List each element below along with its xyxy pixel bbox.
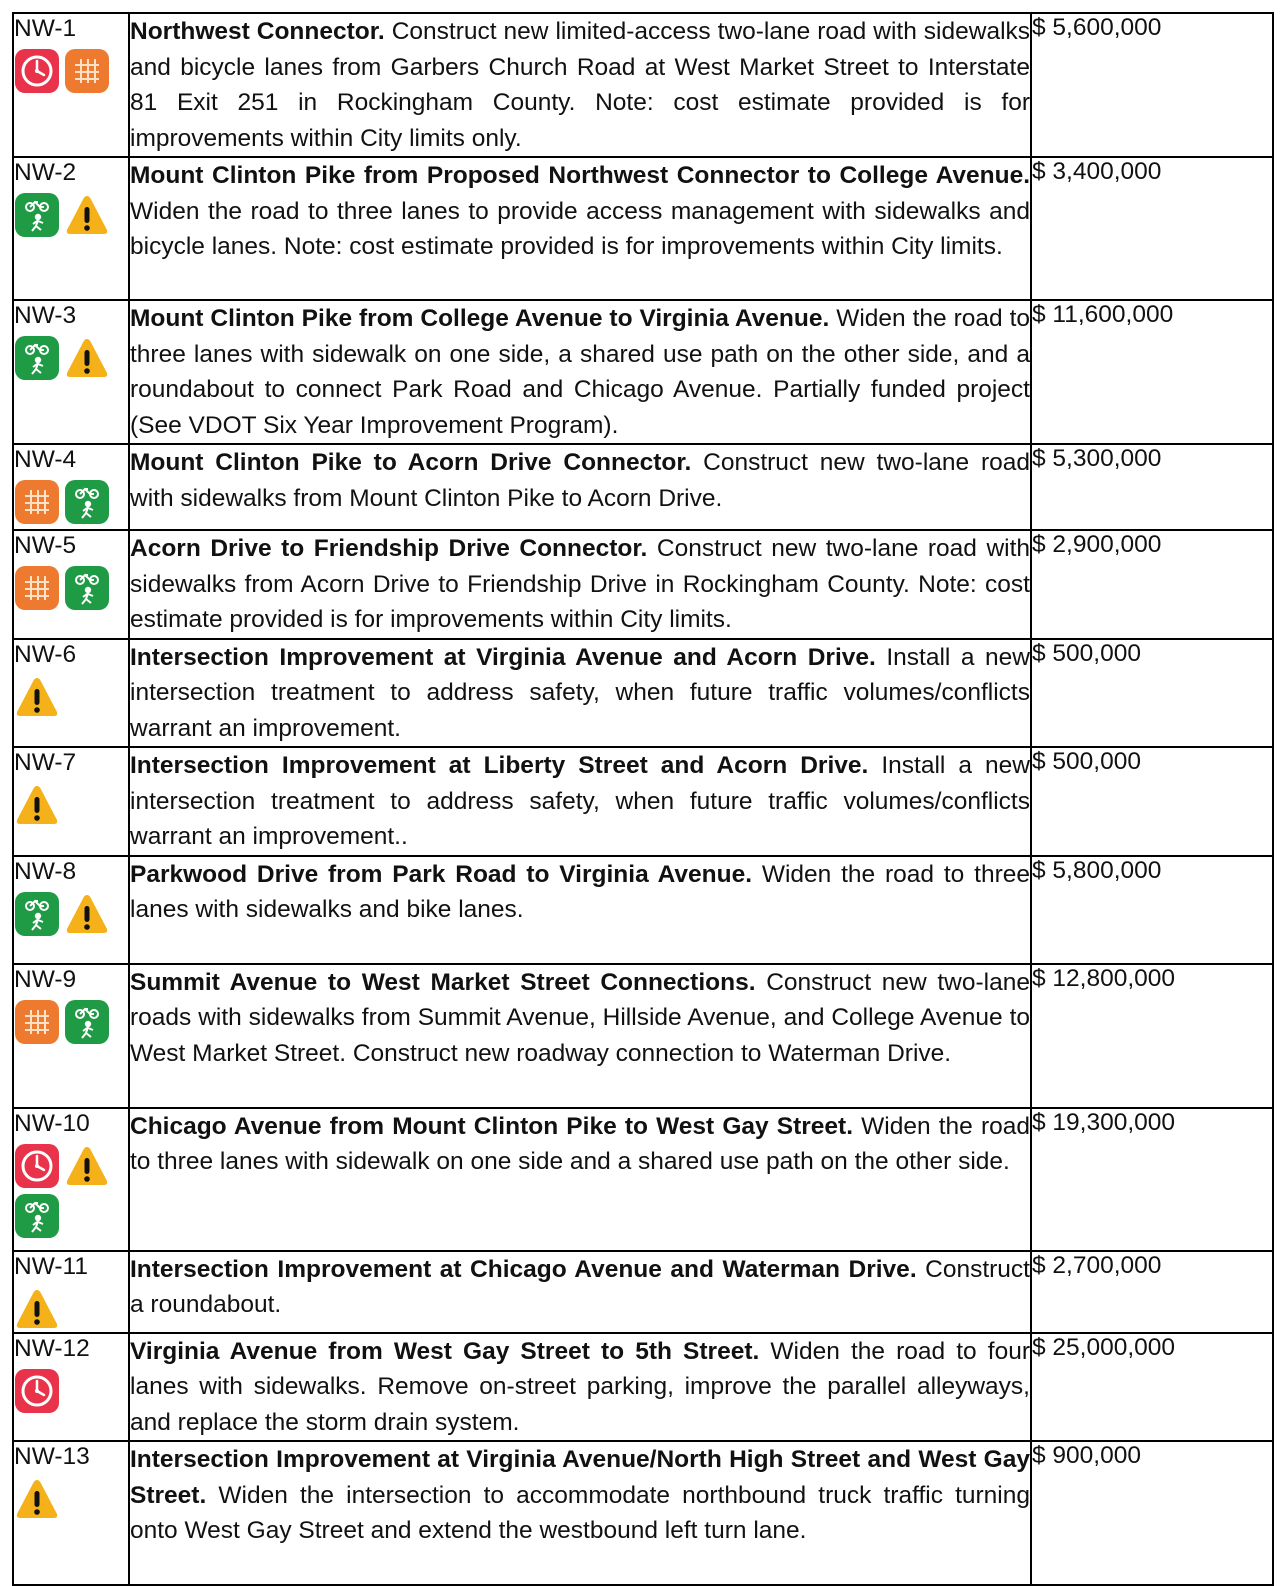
project-id-cell <box>13 747 129 856</box>
project-id-cell <box>13 444 129 530</box>
project-id: NW-10 <box>14 1109 90 1137</box>
project-id-cell <box>13 1441 129 1585</box>
project-cost: $ 5,600,000 <box>1032 14 1162 41</box>
project-id: NW-8 <box>14 857 77 885</box>
bike-pedestrian-icon <box>64 565 110 611</box>
project-title: Mount Clinton Pike from Proposed Northwest Connector to College Avenue. <box>130 162 1030 189</box>
warning-icon <box>14 782 60 828</box>
project-description: Widen the road to three lanes with sidewalk on one side, a shared use path on the other side, and a roundabout to connect Park Road and Chicago Avenue. Partially funded project (See VDOT Six Year Improvement Program). <box>130 305 1031 439</box>
project-title: Mount Clinton Pike to Acorn Drive Connector. <box>130 449 692 476</box>
project-id: NW-3 <box>14 302 77 329</box>
project-title: Mount Clinton Pike from College Avenue to Virginia Avenue. <box>130 305 830 332</box>
project-description: Install a new intersection treatment to address safety, when future traffic volumes/conflicts warrant an improvement. <box>130 643 1030 742</box>
clock-icon <box>14 48 60 94</box>
project-cost: $ 5,300,000 <box>1032 445 1162 472</box>
project-id-cell <box>13 856 129 964</box>
project-cost-cell <box>1031 300 1273 444</box>
project-id: NW-2 <box>14 159 77 186</box>
project-cost-cell <box>1031 747 1273 856</box>
project-id-cell <box>13 300 129 444</box>
project-id: NW-5 <box>14 532 77 559</box>
project-cost: $ 500,000 <box>1032 639 1141 667</box>
project-description-cell <box>129 157 1031 300</box>
warning-icon <box>14 1286 60 1332</box>
project-description-cell <box>129 639 1031 748</box>
project-title: Parkwood Drive from Park Road to Virginia Avenue. <box>130 860 753 888</box>
project-id: NW-6 <box>14 640 77 668</box>
project-id-cell <box>13 157 129 300</box>
project-icons <box>14 565 114 611</box>
project-description-cell <box>129 856 1031 964</box>
project-title: Intersection Improvement at Virginia Avenue and Acorn Drive. <box>130 643 876 671</box>
project-icons <box>14 1476 114 1522</box>
project-icons <box>14 48 114 94</box>
project-description: Construct new two-lane road with sidewalks from Mount Clinton Pike to Acorn Drive. <box>130 449 1030 512</box>
project-description: Construct new two-lane road with sidewalks from Acorn Drive to Friendship Drive in Rockingham County. Note: cost estimate provided is for improvements within City limits. <box>130 535 1031 633</box>
project-icons <box>14 674 114 720</box>
project-cost-cell <box>1031 1108 1273 1251</box>
bike-pedestrian-icon <box>14 1193 60 1239</box>
project-cost-cell <box>1031 13 1273 157</box>
project-cost-cell <box>1031 639 1273 748</box>
project-description-cell <box>129 13 1031 157</box>
clock-icon <box>14 1368 60 1414</box>
project-icons <box>14 1143 114 1239</box>
project-title: Intersection Improvement at Virginia Avenue/North High Street and West Gay Street. <box>130 1446 1030 1509</box>
project-description: Widen the road to three lanes with sidewalk on one side and a shared use path on the other side. <box>130 1112 1030 1175</box>
project-id: NW-7 <box>14 749 77 776</box>
project-icons <box>14 782 114 828</box>
projects-table-body <box>13 13 1273 1585</box>
project-icons <box>14 1286 114 1332</box>
project-description-cell <box>129 1251 1031 1333</box>
project-row <box>13 1441 1273 1585</box>
project-cost: $ 25,000,000 <box>1032 1333 1176 1361</box>
project-id: NW-9 <box>14 965 77 993</box>
grid-icon <box>14 565 60 611</box>
project-cost-cell <box>1031 1441 1273 1585</box>
project-cost: $ 12,800,000 <box>1032 964 1176 992</box>
project-row <box>13 157 1273 300</box>
project-description-cell <box>129 964 1031 1108</box>
project-description-cell <box>129 530 1031 639</box>
project-title: Intersection Improvement at Liberty Street and Acorn Drive. <box>130 752 869 779</box>
project-cost: $ 2,900,000 <box>1032 531 1162 558</box>
project-row <box>13 1108 1273 1251</box>
project-description: Install a new intersection treatment to address safety, when future traffic volumes/conflicts warrant an improvement.. <box>130 752 1030 850</box>
project-icons <box>14 479 114 525</box>
grid-icon <box>14 999 60 1045</box>
project-title: Acorn Drive to Friendship Drive Connector. <box>130 535 648 562</box>
project-id-cell <box>13 964 129 1108</box>
project-row <box>13 300 1273 444</box>
clock-icon <box>14 1143 60 1189</box>
grid-icon <box>64 48 110 94</box>
project-description-cell <box>129 1333 1031 1442</box>
project-description: Widen the intersection to accommodate northbound truck traffic turning onto West Gay Street and extend the westbound left turn lane. <box>130 1481 1030 1544</box>
project-description: Construct new two-lane roads with sidewalks from Summit Avenue, Hillside Avenue, and College Avenue to West Market Street. Construct new roadway connection to Waterman Drive. <box>130 968 1030 1067</box>
grid-icon <box>14 479 60 525</box>
project-description-cell <box>129 1441 1031 1585</box>
project-id-cell <box>13 639 129 748</box>
project-id-cell <box>13 530 129 639</box>
project-description-cell <box>129 444 1031 530</box>
project-row <box>13 964 1273 1108</box>
project-row <box>13 13 1273 157</box>
warning-icon <box>64 335 110 381</box>
project-row <box>13 747 1273 856</box>
project-description-cell <box>129 300 1031 444</box>
project-cost-cell <box>1031 444 1273 530</box>
project-description: Widen the road to three lanes with sidewalks and bike lanes. <box>130 860 1030 923</box>
project-cost: $ 2,700,000 <box>1032 1251 1162 1279</box>
project-row <box>13 444 1273 530</box>
project-description: Construct new limited-access two-lane road with sidewalks and bicycle lanes from Garbers Church Road at West Market Street to Interstate 81 Exit 251 in Rockingham County. Note: cost estimate provided is for improvements within City limits only. <box>130 18 1031 152</box>
bike-pedestrian-icon <box>64 999 110 1045</box>
project-id: NW-13 <box>14 1443 90 1470</box>
bike-pedestrian-icon <box>14 335 60 381</box>
project-description: Widen the road to three lanes to provide access management with sidewalks and bicycle lanes. Note: cost estimate provided is for improvements within City limits. <box>130 197 1030 260</box>
project-id-cell <box>13 13 129 157</box>
warning-icon <box>14 1476 60 1522</box>
project-cost: $ 5,800,000 <box>1032 856 1162 884</box>
project-cost-cell <box>1031 157 1273 300</box>
project-cost-cell <box>1031 1333 1273 1442</box>
project-row <box>13 1333 1273 1442</box>
projects-table <box>12 12 1274 1586</box>
warning-icon <box>64 1143 110 1189</box>
project-id: NW-12 <box>14 1334 90 1362</box>
project-row <box>13 1251 1273 1333</box>
project-description-cell <box>129 1108 1031 1251</box>
project-title: Intersection Improvement at Chicago Avenue and Waterman Drive. <box>130 1255 917 1283</box>
project-description: Widen the road to four lanes with sidewalks. Remove on-street parking, improve the parallel alleyways, and replace the storm drain system. <box>130 1337 1030 1436</box>
project-cost-cell <box>1031 856 1273 964</box>
project-title: Virginia Avenue from West Gay Street to 5th Street. <box>130 1337 760 1365</box>
project-cost-cell <box>1031 530 1273 639</box>
bike-pedestrian-icon <box>14 192 60 238</box>
project-cost: $ 19,300,000 <box>1032 1108 1176 1136</box>
project-icons <box>14 192 114 238</box>
project-icons <box>14 335 114 381</box>
project-cost: $ 3,400,000 <box>1032 158 1162 185</box>
project-id-cell <box>13 1333 129 1442</box>
project-icons <box>14 891 114 937</box>
project-title: Chicago Avenue from Mount Clinton Pike to West Gay Street. <box>130 1112 854 1140</box>
project-id: NW-11 <box>14 1252 88 1280</box>
project-id-cell <box>13 1108 129 1251</box>
project-id-cell <box>13 1251 129 1333</box>
project-cost-cell <box>1031 964 1273 1108</box>
warning-icon <box>14 674 60 720</box>
project-title: Summit Avenue to West Market Street Connections. <box>130 968 756 996</box>
project-id: NW-4 <box>14 446 77 473</box>
project-icons <box>14 1368 114 1414</box>
project-description-cell <box>129 747 1031 856</box>
project-description: Construct a roundabout. <box>130 1255 1030 1318</box>
project-title: Northwest Connector. <box>130 18 385 45</box>
project-row <box>13 856 1273 964</box>
project-row <box>13 639 1273 748</box>
project-row <box>13 530 1273 639</box>
project-cost: $ 500,000 <box>1032 748 1141 775</box>
warning-icon <box>64 891 110 937</box>
project-cost: $ 900,000 <box>1032 1442 1141 1469</box>
bike-pedestrian-icon <box>64 479 110 525</box>
bike-pedestrian-icon <box>14 891 60 937</box>
warning-icon <box>64 192 110 238</box>
project-cost-cell <box>1031 1251 1273 1333</box>
project-id: NW-1 <box>14 15 77 42</box>
project-cost: $ 11,600,000 <box>1032 301 1174 328</box>
project-icons <box>14 999 114 1045</box>
